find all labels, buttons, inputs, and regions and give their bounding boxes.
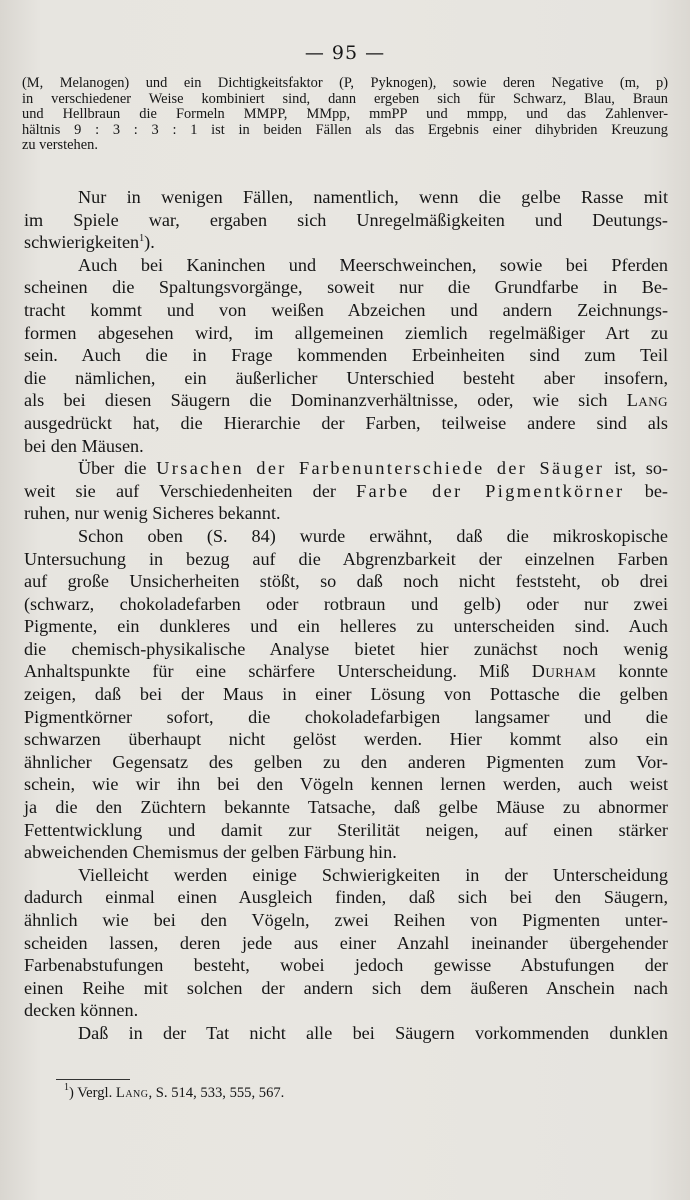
text-line — [24, 660, 668, 683]
text-line: Vielleicht werden einige Schwierigkeiten in der Unterscheidung — [78, 864, 668, 885]
paragraph-1 — [24, 186, 668, 254]
text-run: ) Vergl. — [69, 1085, 113, 1101]
text-line: die chemisch-physikalische Analyse bietet hier zunächst noch wenig — [24, 638, 668, 659]
text-run: konnte — [618, 661, 669, 682]
paragraph-3 — [24, 457, 668, 525]
text-line: Farbenabstufungen besteht, wobei jedoch gewisse Abstufungen der — [24, 955, 668, 976]
text-line — [24, 231, 668, 254]
text-line: Untersuchung in bezug auf die Abgrenzbarkeit der einzelnen Farben — [24, 548, 668, 569]
text-line: (schwarz, chokoladefarben oder rotbraun und gelb) oder nur zwei — [24, 593, 668, 614]
text-line: auf große Unsicherheiten stößt, so daß noch nicht feststeht, ob drei — [24, 571, 668, 592]
text-run: be- — [644, 480, 668, 501]
footnote-marker: 1 — [64, 1082, 69, 1093]
text-line: zeigen, daß bei der Maus in einer Lösung von Pottasche die gelben — [24, 684, 668, 705]
page-number: — 95 — — [304, 42, 386, 64]
text-line: scheiden lassen, deren jede aus einer Anzahl ineinander übergehender — [24, 932, 668, 953]
text-run: Über die — [78, 458, 147, 479]
paragraph-4 — [24, 525, 668, 864]
footnote-reference[interactable]: 1 — [139, 233, 145, 245]
text-line — [24, 457, 668, 480]
text-line: scheinen die Spaltungsvorgänge, soweit nur die Grundfarbe in Be- — [24, 277, 668, 298]
text-line: Auch bei Kaninchen und Meerschweinchen, sowie bei Pferden — [78, 254, 668, 275]
text-line: ausgedrückt hat, die Hierarchie der Farben, teilweise andere sind als — [24, 412, 668, 433]
text-line: schwarzen überhaupt nicht gelöst werden. Hier kommt also ein — [24, 729, 668, 750]
text-line: decken können. — [24, 1000, 139, 1021]
text-line: Fettentwicklung und damit zur Sterilität neigen, auf einen stärker — [24, 819, 668, 840]
text-line: abweichenden Chemismus der gelben Färbung hin. — [24, 842, 397, 863]
text-run: , S. 514, 533, 555, 567. — [148, 1085, 285, 1101]
text-run: als bei diesen Säugern die Dominanzverhältnisse, oder, wie sich — [24, 390, 608, 411]
text-line: schein, wie wir ihn bei den Vögeln kennen lernen werden, auch weist — [24, 774, 668, 795]
text-line — [24, 480, 668, 503]
text-line: ruhen, nur wenig Sicheres bekannt. — [24, 503, 281, 524]
text-line: die nämlichen, ein äußerlicher Unterschied besteht aber insofern, — [24, 367, 668, 388]
author-name: Durham — [531, 661, 597, 682]
text-line: ja die den Züchtern bekannte Tatsache, daß gelbe Mäuse zu abnormer — [24, 797, 668, 818]
text-line: in verschiedener Weise kombiniert sind, dann ergeben sich für Schwarz, Blau, Braun — [22, 90, 668, 107]
text-line: dadurch einmal einen Ausgleich finden, daß sich bei den Säugern, — [24, 887, 668, 908]
text-line: Schon oben (S. 84) wurde erwähnt, daß die mikroskopische — [78, 525, 668, 546]
text-line: bei den Mäusen. — [24, 435, 144, 456]
text-line: zu verstehen. — [22, 137, 98, 154]
text-line: hältnis 9 : 3 : 3 : 1 ist in beiden Fällen als das Ergebnis einer dihybriden Kreuzung — [22, 121, 668, 138]
text-line: Nur in wenigen Fällen, namentlich, wenn die gelbe Rasse mit — [78, 187, 668, 207]
text-line: Pigmente, ein dunkleres und ein helleres zu unterscheiden sind. Auch — [24, 616, 668, 637]
spaced-emphasis: Farbe der Pigmentkörner — [356, 480, 625, 501]
text-run: weit sie auf Verschiedenheiten der — [24, 480, 336, 501]
text-run: ). — [144, 232, 155, 253]
text-line: formen abgesehen wird, im allgemeinen ziemlich regelmäßiger Art zu — [24, 322, 668, 343]
text-line: und Hellbraun die Formeln MMPP, MMpp, mmPP und mmpp, und das Zahlenver- — [22, 106, 668, 123]
text-line: (M, Melanogen) und ein Dichtigkeitsfaktor (P, Pyknogen), sowie deren Negative (m, p) — [22, 75, 668, 91]
text-line: sein. Auch die in Frage kommenden Erbeinheiten sind zum Teil — [24, 345, 668, 366]
spaced-emphasis: Ursachen der Farbenunterschiede der Säuger — [156, 458, 605, 479]
text-run: ist, so- — [614, 458, 668, 479]
text-line: tracht kommt und von weißen Abzeichen und andern Zeichnungs- — [24, 299, 668, 320]
footnote-divider — [56, 1079, 130, 1080]
paragraph-2 — [24, 254, 668, 457]
text-run: Anhaltspunkte für eine schärfere Unterscheidung. Miß — [24, 661, 510, 682]
text-line: einen Reihe mit solchen der andern sich dem äußeren Anschein nach — [24, 977, 668, 998]
main-text — [24, 186, 668, 1045]
intro-paragraph — [22, 76, 668, 154]
text-line: Daß in der Tat nicht alle bei Säugern vorkommenden dunklen — [78, 1022, 668, 1043]
text-line: im Spiele war, ergaben sich Unregelmäßigkeiten und Deutungs- — [24, 209, 668, 230]
text-run: schwierigkeiten — [24, 232, 140, 253]
paragraph-5 — [24, 864, 668, 1022]
text-line: Pigmentkörner sofort, die chokoladefarbigen langsamer und die — [24, 706, 668, 727]
author-name: Lang — [115, 1085, 149, 1101]
text-line: ähnlicher Gegensatz des gelben zu den anderen Pigmenten zum Vor- — [24, 751, 668, 772]
author-name: Lang — [626, 390, 669, 411]
text-line — [24, 389, 668, 412]
footnote — [64, 1082, 285, 1102]
paragraph-6 — [24, 1022, 668, 1045]
text-line: ähnlich wie bei den Vögeln, zwei Reihen von Pigmenten unter- — [24, 910, 668, 930]
